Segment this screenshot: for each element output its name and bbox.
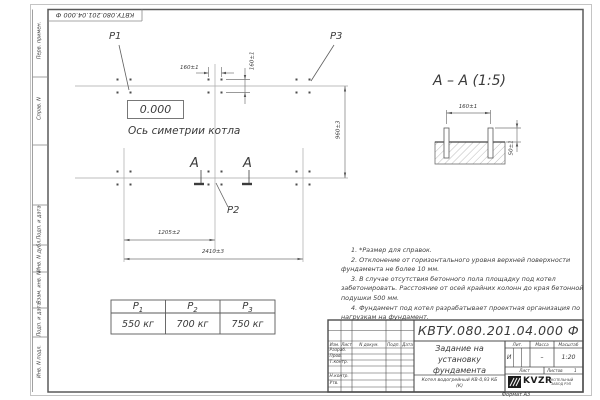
tb-scale-label: Масштаб xyxy=(558,341,579,347)
tb-row-prov: Пров. xyxy=(329,354,342,359)
elevation-mark: 0.000 xyxy=(127,100,184,119)
margin-label-podp-data-2: Подп. и дата xyxy=(36,302,43,337)
loads-table-header-p1: $P_1$ xyxy=(132,301,144,314)
tb-row-razrab: Разраб. xyxy=(329,348,347,353)
loads-table-header-p2: $P_2$ xyxy=(187,301,198,314)
plan-centerlines xyxy=(75,64,348,262)
title-block-product: Котел водогрейный КВ-0,93 КБ (К) xyxy=(421,377,498,389)
margin-label-perv-primen: Перв. примен. xyxy=(36,21,43,60)
dim-full-span: 2410±3 xyxy=(201,249,225,255)
tb-col-list: Лист xyxy=(341,341,352,347)
loads-table-value-p3: 750 кг xyxy=(231,319,264,330)
dim-stud-protrusion: 50±1 xyxy=(508,140,515,156)
tb-col-izm: Изм. xyxy=(329,341,340,347)
section-letter-left: А xyxy=(190,156,199,171)
company-name-line1: КОТЕЛЬНЫЙ xyxy=(551,378,574,382)
section-view-title: А – А (1:5) xyxy=(433,73,506,89)
note-3: 3. В случае отсутствия бетонного пола площадку под котел забетонировать. Расстояние от осей крайних колонн до края бетонной подушки 500 мм. xyxy=(341,274,584,303)
margin-label-inv-podl: Инв. N подл. xyxy=(36,344,43,379)
axis-caption: Ось симетрии котла xyxy=(128,125,241,137)
title-block-doc-number: КВТУ.080.201.04.000 Ф xyxy=(417,323,580,338)
section-letter-right: А xyxy=(243,156,252,171)
loads-table-value-p1: 550 кг xyxy=(122,319,154,330)
margin-label-vzam-inv: Взам. инв. N xyxy=(36,271,43,304)
tb-scale-value: 1:20 xyxy=(561,354,576,361)
margin-label-podp-data-1: Подп. и дата xyxy=(36,205,43,240)
dim-bolt-vertical: 160±1 xyxy=(249,51,256,71)
margin-label-sprav-n: Справ. N xyxy=(36,97,43,120)
tb-row-tkontr: Т.контр. xyxy=(329,360,349,365)
format-note: Формат А3 xyxy=(501,392,531,398)
load-point-label-p3: P3 xyxy=(330,31,343,42)
tb-mass-value: – xyxy=(540,354,544,361)
note-4: 4. Фундамент под котел разрабатывает проектная организация по нагрузкам на фундамент. xyxy=(341,303,581,322)
margin-label-inv-dubl: Инв. N дубл. xyxy=(36,239,43,272)
dim-stud-spacing: 160±1 xyxy=(458,104,478,110)
stamp-doc-number: КВТУ.080.201.04.000 Ф xyxy=(55,11,135,19)
company-name xyxy=(551,378,573,387)
tb-col-data: Дата xyxy=(402,341,413,347)
tb-lit-label: Лит. xyxy=(512,341,523,347)
company-logo-text: KVZR xyxy=(523,376,553,386)
tb-col-podp: Подп. xyxy=(387,341,400,347)
title-block-title: Задание на установку фундамента xyxy=(433,344,486,375)
tb-row-utv: Утв. xyxy=(329,380,339,386)
dim-half-span: 1205±2 xyxy=(157,230,181,236)
dim-bolt-horizontal: 160±1 xyxy=(180,65,199,71)
section-view-geometry xyxy=(435,110,521,164)
note-1: 1. *Размер для справок. xyxy=(351,246,432,254)
loads-table-value-p2: 700 кг xyxy=(176,319,209,330)
load-point-label-p2: P2 xyxy=(227,205,240,216)
load-point-label-p1: P1 xyxy=(109,31,122,42)
dim-row-spacing: 960±3 xyxy=(335,120,342,140)
tb-sheets-label: Листов xyxy=(547,367,563,373)
technical-notes xyxy=(341,246,584,323)
note-2: 2. Отклонение от горизонтального уровня верхней поверхности фундамента не более 10 мм. xyxy=(341,255,571,274)
plan-dimension-arrowheads xyxy=(204,72,246,97)
tb-lit-value: И xyxy=(506,354,512,361)
tb-col-ndokum: N докум. xyxy=(359,341,379,347)
loads-table-header-p3: $P_3$ xyxy=(242,301,253,314)
tb-row-nkontr: Н.контр. xyxy=(329,373,349,379)
tb-sheets-value: 1 xyxy=(574,367,577,373)
tb-mass-label: Масса xyxy=(535,341,549,347)
company-name-line2: ЗАВОД РЭП xyxy=(551,382,572,387)
section-cut-marks xyxy=(194,170,252,184)
tb-sheet-label: Лист xyxy=(519,367,530,373)
company-logo-icon xyxy=(508,376,521,388)
